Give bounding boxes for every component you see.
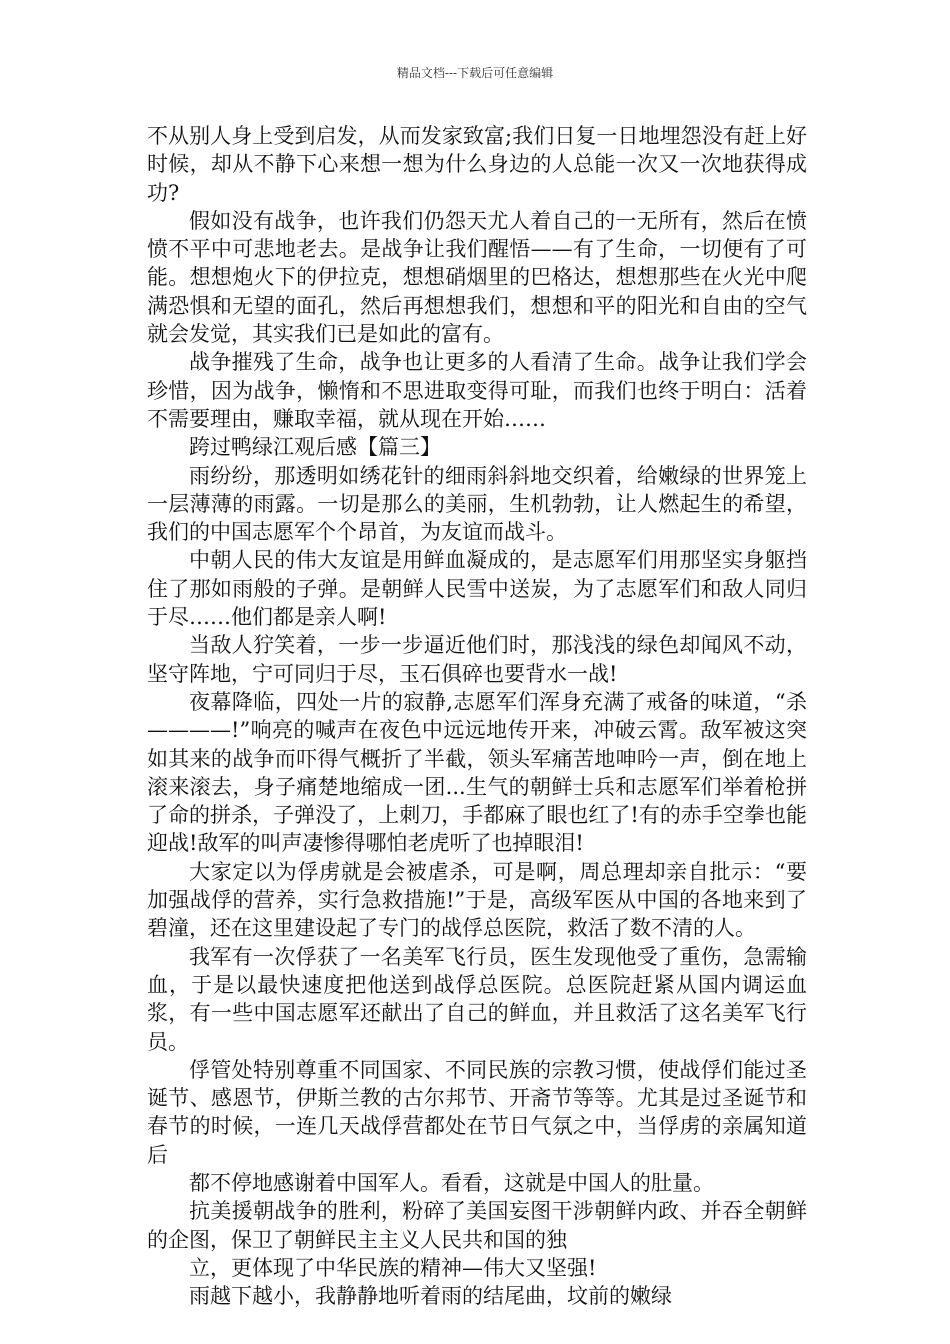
paragraph-10: 我军有一次俘获了一名美军飞行员，医生发现他受了重伤，急需输血，于是以最快速度把他送到战俘总医院。总医院赶紧从国内调运血浆，有一些中国志愿军还献出了自己的鲜血，并且救活了这名美军飞行员。 [147,944,807,1054]
paragraph-1: 不从别人身上受到启发，从而发家致富;我们日复一日地埋怨没有赶上好时候，却从不静下心来想一想为什么身边的人总能一次又一次地获得成功? [147,124,807,205]
paragraph-11: 俘管处特别尊重不同国家、不同民族的宗教习惯，使战俘们能过圣诞节、感恩节，伊斯兰教的古尔邦节、开斋节等等。尤其是过圣诞节和春节的时候，一连几天战俘营都处在节日气氛之中，当俘虏的亲属知道后 [147,1057,807,1167]
paragraph-5: 雨纷纷，那透明如绣花针的细雨斜斜地交织着，给嫩绿的世界笼上一层薄薄的雨露。一切是那么的美丽，生机勃勃，让人燃起生的希望，我们的中国志愿军个个昂首，为友谊而战斗。 [147,463,807,545]
section-heading: 跨过鸭绿江观后感【篇三】 [189,435,441,460]
paragraph-2: 假如没有战争，也许我们仍怨天尤人着自己的一无所有，然后在愤愤不平中可悲地老去。是战争让我们醒悟——有了生命，一切便有了可能。想想炮火下的伊拉克，想想硝烟里的巴格达，想想那些在火光中爬满恐惧和无望的面孔，然后再想想我们，想想和平的阳光和自由的空气就会发觉，其实我们已是如此的富有。 [147,208,807,347]
paragraph-13: 抗美援朝战争的胜利，粉碎了美国妄图干涉朝鲜内政、并吞全朝鲜的企图，保卫了朝鲜民主主义人民共和国的独 [147,1199,807,1252]
paragraph-15: 雨越下越小，我静静地听着雨的结尾曲，坟前的嫩绿 [189,1284,672,1309]
paragraph-8: 夜幕降临，四处一片的寂静,志愿军们浑身充满了戒备的味道，“杀————!”响亮的喊声在夜色中远远地传开来，冲破云霄。敌军被这突如其来的战争而吓得气概折了半截，领头军痛苦地呻吟一声，倒在地上滚来滚去，身子痛楚地缩成一团...生气的朝鲜士兵和志愿军们举着枪拼了命的拼杀，子弹没了，上刺刀，手都麻了眼也红了!有的赤手空拳也能迎战!敌军的叫声凄惨得哪怕老虎听了也掉眼泪! [147,689,807,856]
paragraph-14: 立，更体现了中华民族的精神—伟大又坚强! [189,1255,597,1280]
paragraph-3: 战争摧残了生命，战争也让更多的人看清了生命。战争让我们学会珍惜，因为战争，懒惰和不思进取变得可耻，而我们也终于明白：活着不需要理由，赚取幸福，就从现在开始…… [147,350,807,431]
document-body [147,122,807,1310]
paragraph-9: 大家定以为俘虏就是会被虐杀，可是啊，周总理却亲自批示：“要加强战俘的营养，实行急救措施!”于是，高级军医从中国的各地来到了碧潼，还在这里建设起了专门的战俘总医院，救活了数不清的人。 [147,859,807,941]
paragraph-12: 都不停地感谢着中国军人。看看，这就是中国人的肚量。 [189,1170,714,1195]
page-header: 精品文档---下载后可任意编辑 [396,66,554,80]
paragraph-7: 当敌人狞笑着，一步一步逼近他们时，那浅浅的绿色却闻风不动，坚守阵地，宁可同归于尽，玉石俱碎也要背水一战! [147,633,807,686]
paragraph-6: 中朝人民的伟大友谊是用鲜血凝成的，是志愿军们用那坚实身躯挡住了那如雨般的子弹。是朝鲜人民雪中送炭，为了志愿军们和敌人同归于尽……他们都是亲人啊! [147,548,807,630]
